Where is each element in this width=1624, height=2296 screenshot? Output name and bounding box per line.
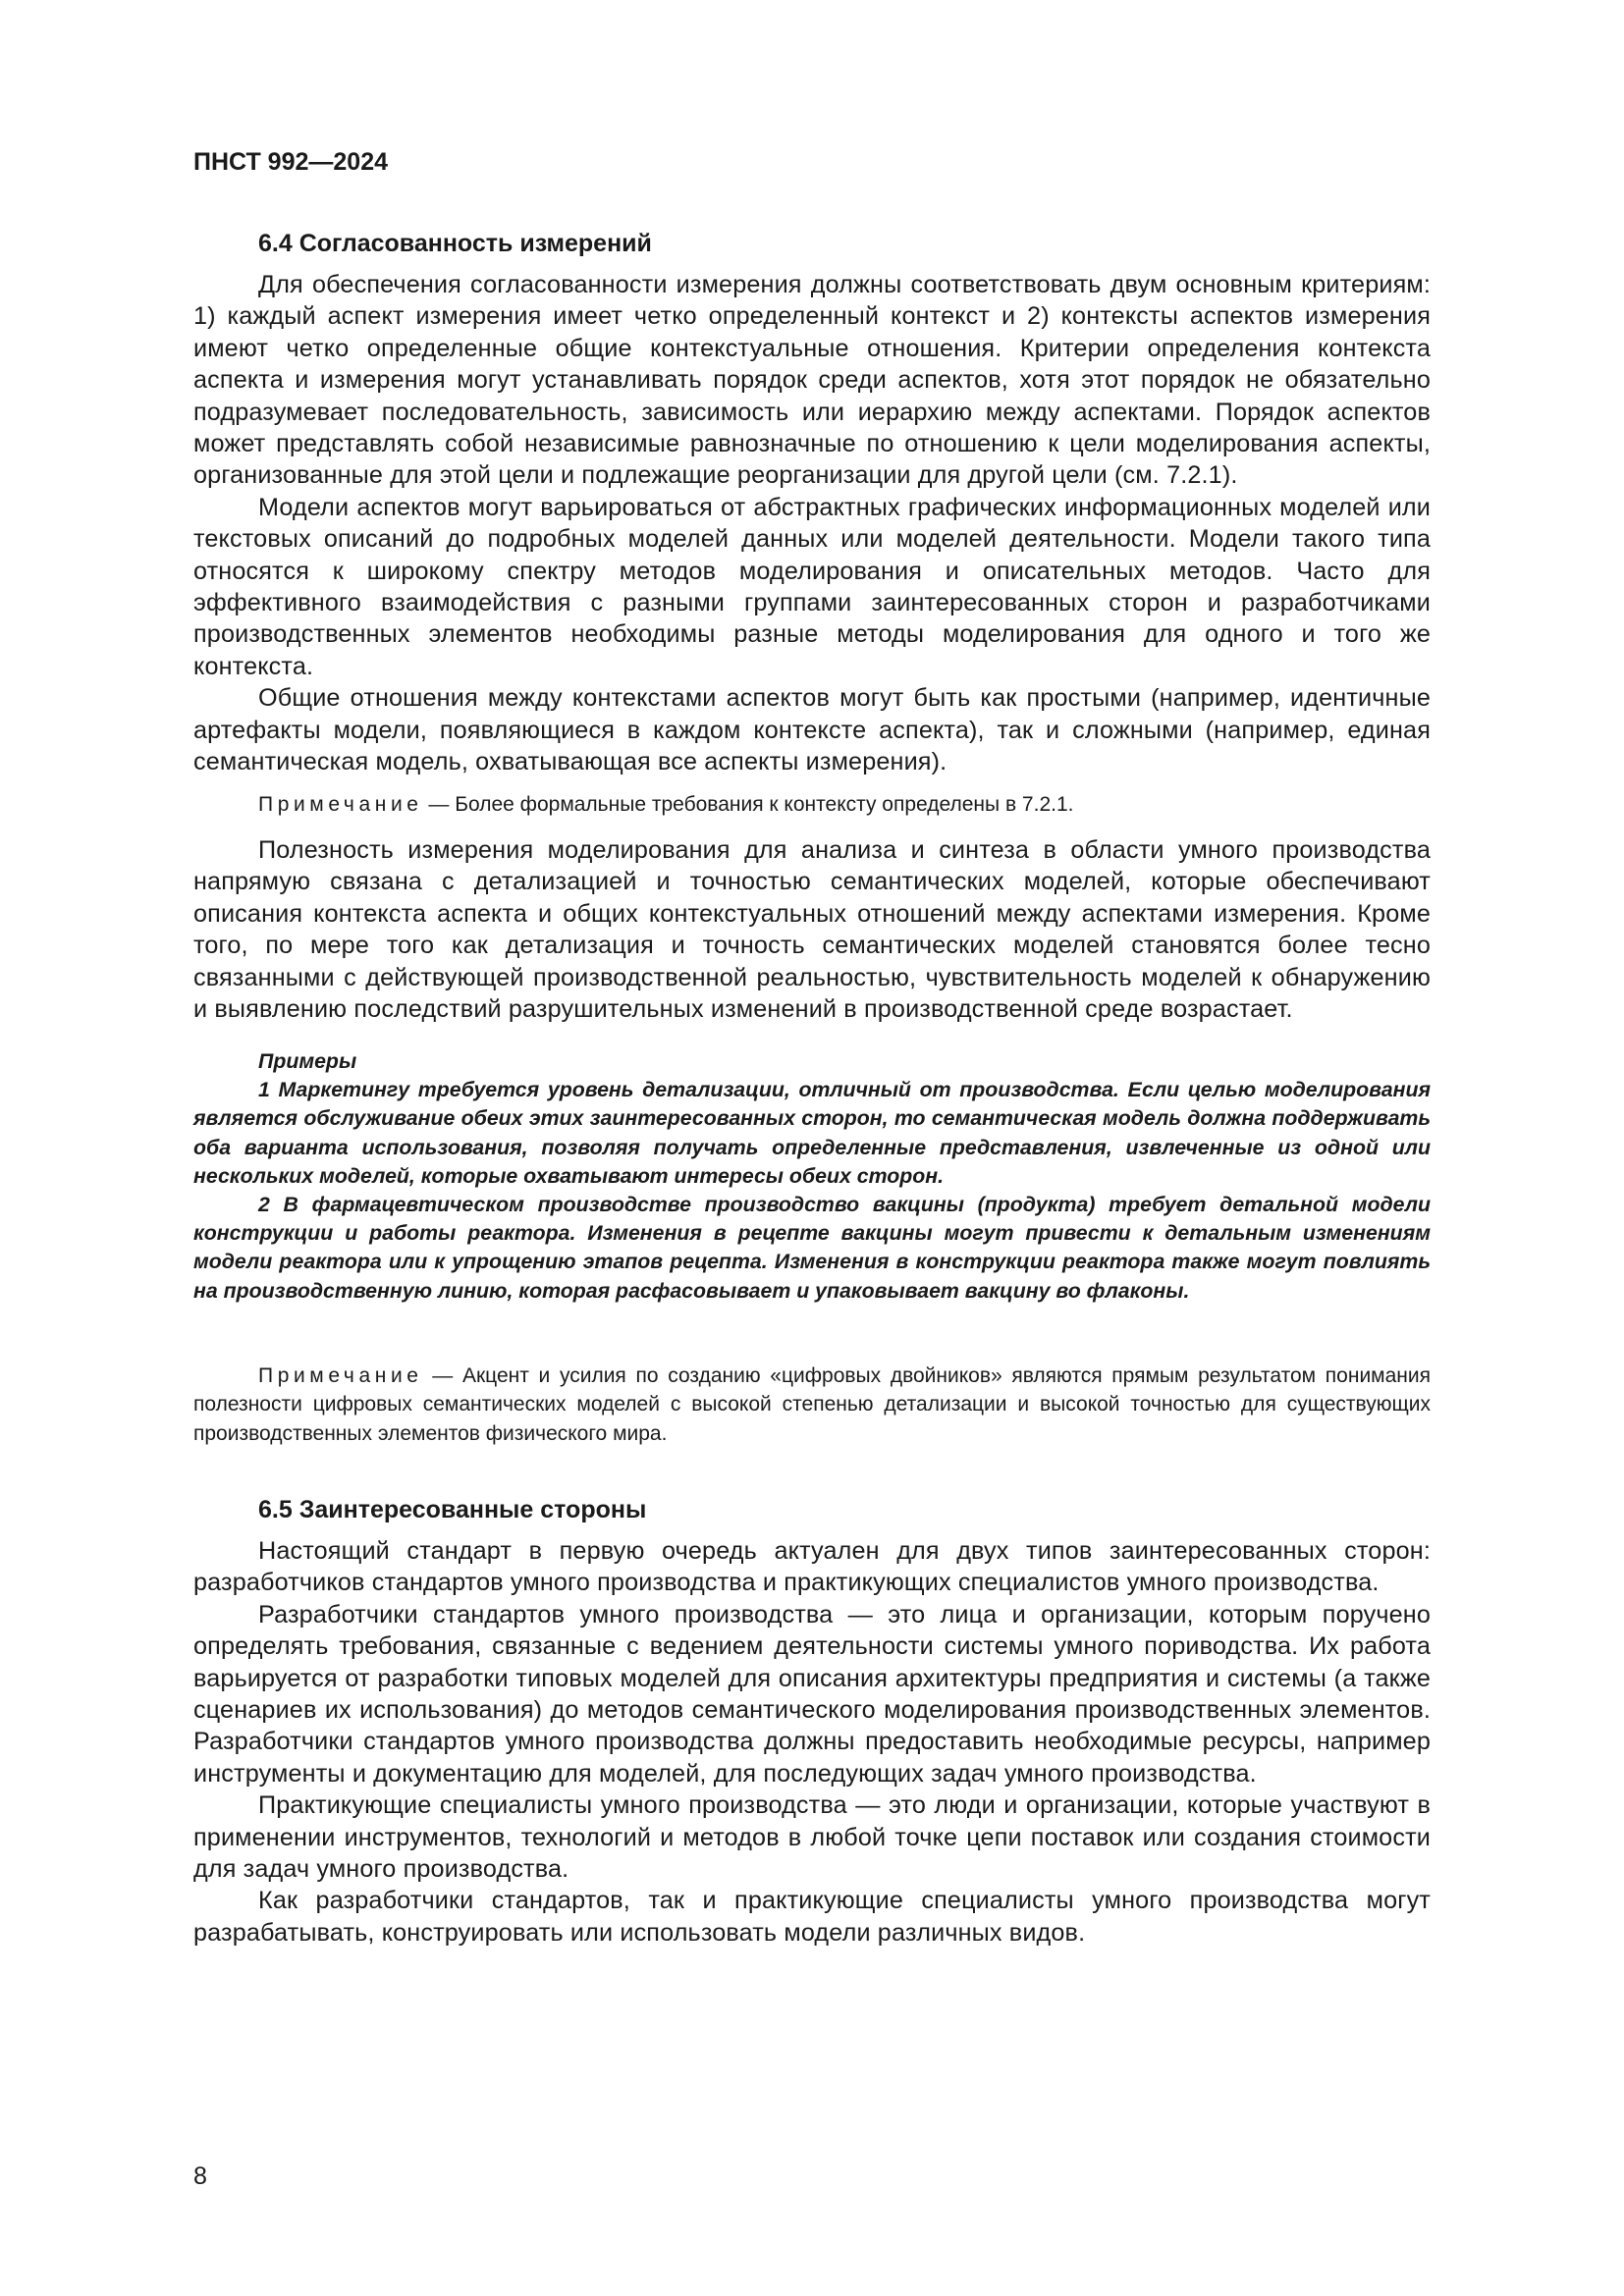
example-item: 2 В фармацевтическом производстве производство вакцины (продукта) требует детальной модели конструкции и работы реактора. Изменения в рецепте вакцины могут привести к детальным изменениям модели реактора или к упрощению этапов рецепта. Изменения в конструкции реактора также могут повлиять на производственную линию, которая расфасовывает и упаковывает вакцину во флаконы. [193, 1193, 1431, 1303]
example-item: 1 Маркетингу требуется уровень детализации, отличный от производства. Если целью моделирования является обслуживание обеих этих заинтересованных сторон, то семантическая модель должна поддерживать оба варианта использования, позволяя получать определенные представления, извлеченные из одной или нескольких моделей, которые охватывают интересы обеих сторон. [193, 1078, 1431, 1188]
paragraph: Настоящий стандарт в первую очередь актуален для двух типов заинтересованных сторон: разработчиков стандартов умного производства и практикующих специалистов умного производства. [193, 1537, 1431, 1597]
section-6-4-title: 6.4 Согласованность измерений [258, 230, 652, 257]
section-6-4 [193, 229, 1431, 778]
paragraph: Полезность измерения моделирования для анализа и синтеза в области умного производства напрямую связана с детализацией и точностью семантических моделей, которые обеспечивают описания контекста аспекта и общих контекстуальных отношений между аспектами измерения. Кроме того, по мере того как детализация и точность семантических моделей становятся более тесно связанными с действующей производственной реальностью, чувствительность моделей к обнаружению и выявлению последствий разрушительных изменений в производственной среде возрастает. [193, 836, 1431, 1024]
paragraph: Разработчики стандартов умного производства — это лица и организации, которым поручено определять требования, связанные с ведением деятельности системы умного пориводства. Их работа варьируется от разработки типовых моделей для описания архитектуры предприятия и системы (а также сценариев их использования) до методов семантического моделирования производственных элементов. Разработчики стандартов умного производства должны предоставить необходимые ресурсы, например инструменты и документацию для моделей, для последующих задач умного производства. [193, 1600, 1431, 1788]
note-label: Примечание [258, 1364, 423, 1387]
note-2 [193, 1362, 1431, 1448]
paragraph: Практикующие специалисты умного производства — это люди и организации, которые участвуют в применении инструментов, технологий и методов в любой точке цепи поставок или создания стоимости для задач умного производства. [193, 1791, 1431, 1884]
examples-title: Примеры [258, 1049, 357, 1073]
note-label: Примечание [258, 793, 423, 816]
page-number: 8 [193, 2163, 207, 2190]
paragraph: Для обеспечения согласованности измерения должны соответствовать двум основным критериям: 1) каждый аспект измерения имеет четко определенный контекст и 2) контексты аспектов измерения имеют четко определенные общие контекстуальные отношения. Критерии определения контекста аспекта и измерения могут устанавливать порядок среди аспектов, хотя этот порядок не обязательно подразумевает последовательность, зависимость или иерархию между аспектами. Порядок аспектов может представлять собой независимые равнозначные по отношению к цели моделирования аспекты, организованные для этой цели и подлежащие реорганизации для другой цели (см. 7.2.1). [193, 271, 1431, 490]
note-1 [193, 790, 1431, 819]
note-text: — Акцент и усилия по созданию «цифровых двойников» являются прямым результатом понимания полезности цифровых семантических моделей с высокой степенью детализации и высокой точностью для существующих производственных элементов физического мира. [193, 1364, 1431, 1445]
note-text: — Более формальные требования к контексту определены в 7.2.1. [422, 793, 1074, 816]
paragraph: Как разработчики стандартов, так и практикующие специалисты умного производства могут разрабатывать, конструировать или использовать модели различных видов. [193, 1887, 1431, 1947]
section-6-5-title: 6.5 Заинтересованные стороны [258, 1496, 647, 1523]
document-code: ПНСТ 992—2024 [193, 148, 388, 176]
section-6-5 [193, 1495, 1431, 1949]
paragraph-block [193, 834, 1431, 1025]
paragraph: Модели аспектов могут варьироваться от абстрактных графических информационных моделей или текстовых описаний до подробных моделей данных или моделей деятельности. Модели такого типа относятся к широкому спектру методов моделирования и описательных методов. Часто для эффективного взаимодействия с разными группами заинтересованных сторон и разработчиками производственных элементов необходимы разные методы моделирования для одного и того же контекста. [193, 493, 1431, 680]
paragraph: Общие отношения между контекстами аспектов могут быть как простыми (например, идентичные артефакты модели, появляющиеся в каждом контексте аспекта), так и сложными (например, единая семантическая модель, охватывающая все аспекты измерения). [193, 684, 1431, 776]
examples-block [193, 1047, 1431, 1306]
